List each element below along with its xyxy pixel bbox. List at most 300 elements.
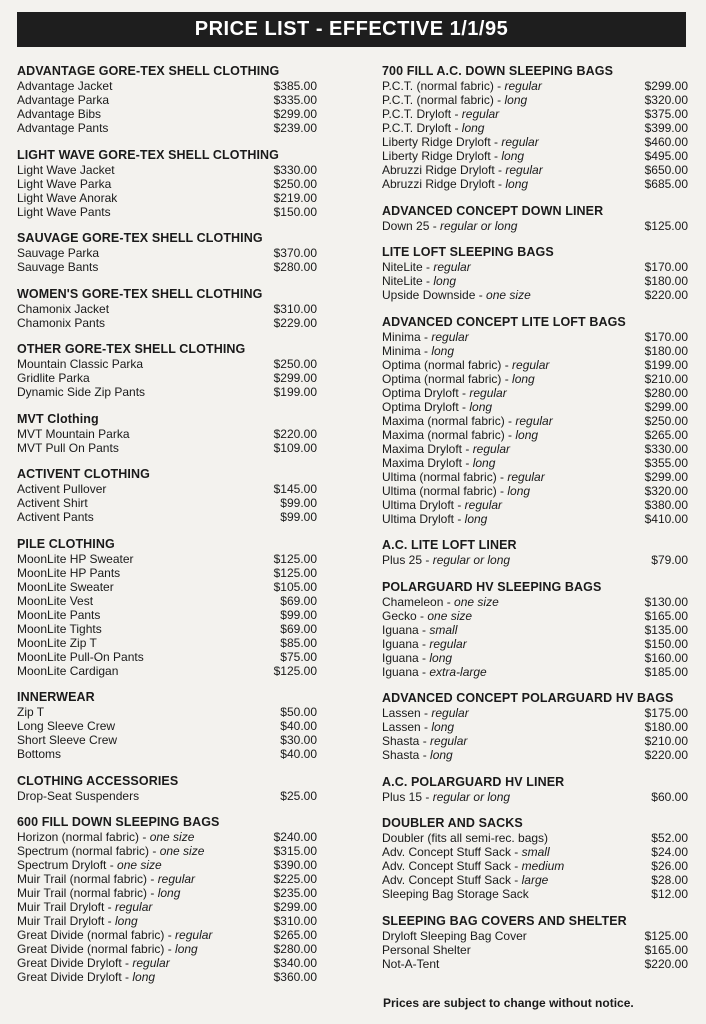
price-row <box>17 830 317 844</box>
item-name <box>17 357 143 371</box>
item-price: $210.00 <box>644 734 688 748</box>
price-row <box>17 650 317 664</box>
item-size-variant: long <box>429 650 453 665</box>
item-size-variant: regular <box>115 900 153 914</box>
section-other-gore-tex-shell-clothing <box>17 342 317 399</box>
price-row <box>382 637 688 651</box>
item-label: Ultima (normal fabric) - <box>382 483 508 498</box>
item-name <box>382 107 499 121</box>
item-name <box>17 552 134 566</box>
section-title: WOMEN'S GORE-TEX SHELL CLOTHING <box>17 286 263 301</box>
price-row <box>382 553 688 567</box>
item-label: Zip T <box>17 705 45 719</box>
item-label: Light Wave Parka <box>17 176 112 191</box>
item-price: $685.00 <box>644 177 688 191</box>
item-name <box>17 942 198 956</box>
price-row <box>17 886 317 900</box>
item-label: Abruzzi Ridge Dryloft - <box>382 163 506 177</box>
item-price: $299.00 <box>273 900 317 914</box>
item-name <box>17 830 194 844</box>
item-name <box>382 260 471 274</box>
item-label: Chamonix Jacket <box>17 301 110 316</box>
item-price: $399.00 <box>644 121 688 135</box>
price-row <box>382 623 688 637</box>
section-lite-loft-sleeping-bags <box>382 245 688 302</box>
item-name <box>382 929 527 943</box>
item-price: $220.00 <box>644 956 688 971</box>
section-title: ADVANTAGE GORE-TEX SHELL CLOTHING <box>17 64 280 78</box>
item-label: Light Wave Pants <box>17 204 111 219</box>
price-row <box>382 93 688 107</box>
item-name <box>382 135 539 149</box>
item-name <box>382 442 510 456</box>
item-name <box>17 608 100 622</box>
item-label: Liberty Ridge Dryloft - <box>382 135 502 149</box>
price-row <box>17 191 317 205</box>
price-row <box>382 734 688 748</box>
item-name <box>382 177 528 191</box>
item-price: $99.00 <box>280 607 317 622</box>
item-name <box>17 107 101 121</box>
price-row <box>17 942 317 956</box>
item-name <box>17 191 117 205</box>
item-label: NiteLite - <box>382 274 434 288</box>
item-label: Shasta - <box>382 748 431 762</box>
item-size-variant: long <box>469 399 493 414</box>
item-name <box>17 580 114 594</box>
section-advanced-concept-lite-loft-bags <box>382 315 688 526</box>
price-row <box>17 79 317 93</box>
item-name <box>382 887 529 901</box>
item-size-variant: long <box>157 886 181 900</box>
price-row <box>382 456 688 470</box>
section-title: ADVANCED CONCEPT LITE LOFT BAGS <box>382 314 626 329</box>
item-name <box>382 484 530 498</box>
item-price: $69.00 <box>280 593 317 608</box>
item-label: Advantage Pants <box>17 121 109 135</box>
item-price: $299.00 <box>644 79 688 93</box>
item-name <box>17 594 93 608</box>
price-row <box>382 609 688 623</box>
price-row <box>382 665 688 679</box>
item-name <box>382 163 543 177</box>
item-size-variant: extra-large <box>429 664 487 679</box>
price-row <box>17 441 317 455</box>
item-size-variant: regular <box>132 956 170 970</box>
item-price: $125.00 <box>273 565 317 580</box>
price-row <box>17 789 317 803</box>
item-price: $25.00 <box>280 788 317 803</box>
item-price: $109.00 <box>273 440 317 455</box>
item-size-variant: long <box>461 121 485 135</box>
item-name <box>382 414 553 428</box>
price-row <box>17 705 317 719</box>
item-label: Great Divide Dryloft - <box>17 956 133 970</box>
item-size-variant: one size <box>117 858 162 872</box>
item-name <box>382 831 548 845</box>
item-price: $40.00 <box>280 719 317 733</box>
price-row <box>17 636 317 650</box>
item-price: $199.00 <box>644 357 688 372</box>
item-price: $360.00 <box>273 970 317 984</box>
price-row <box>382 260 688 274</box>
item-price: $385.00 <box>273 79 317 93</box>
price-row <box>17 482 317 496</box>
item-name <box>382 957 439 971</box>
price-row <box>382 163 688 177</box>
item-name <box>382 873 548 887</box>
item-name <box>17 650 144 664</box>
price-row <box>17 246 317 260</box>
item-name <box>17 260 98 274</box>
item-label: Ultima Dryloft - <box>382 497 465 512</box>
price-row <box>17 427 317 441</box>
item-price: $170.00 <box>644 260 688 274</box>
price-row <box>17 93 317 107</box>
price-row <box>17 302 317 316</box>
price-row <box>17 872 317 886</box>
item-name <box>17 246 99 260</box>
section-title: A.C. LITE LOFT LINER <box>382 538 517 552</box>
item-label: Great Divide (normal fabric) - <box>17 928 176 942</box>
item-size-variant: long <box>431 720 455 734</box>
item-price: $250.00 <box>644 413 688 428</box>
item-label: Muir Trail (normal fabric) - <box>17 872 158 886</box>
price-row <box>17 205 317 219</box>
item-name <box>17 205 111 219</box>
price-row <box>17 566 317 580</box>
item-price: $280.00 <box>273 260 317 274</box>
item-size-variant: long <box>433 274 457 288</box>
item-name <box>17 496 88 510</box>
left-column <box>17 64 317 997</box>
section-mvt-clothing <box>17 412 317 455</box>
item-name <box>17 858 162 872</box>
item-price: $299.00 <box>644 469 688 484</box>
price-row <box>17 747 317 761</box>
item-size-variant: regular <box>507 469 545 484</box>
item-price: $219.00 <box>273 190 317 205</box>
item-label: Sleeping Bag Storage Sack <box>382 887 529 901</box>
item-name <box>17 93 109 107</box>
item-price: $75.00 <box>280 649 317 664</box>
item-price: $330.00 <box>273 162 317 177</box>
item-label: Long Sleeve Crew <box>17 719 116 733</box>
item-label: Down 25 - <box>382 218 441 233</box>
price-row <box>382 790 688 804</box>
item-price: $180.00 <box>644 274 688 288</box>
price-row <box>17 914 317 928</box>
item-size-variant: regular <box>157 872 196 886</box>
item-price: $355.00 <box>644 455 688 470</box>
price-row <box>382 219 688 233</box>
item-price: $12.00 <box>651 887 688 901</box>
price-row <box>17 928 317 942</box>
item-price: $105.00 <box>273 579 317 594</box>
item-name <box>382 665 487 679</box>
section-600-fill-down-sleeping-bags <box>17 815 317 984</box>
item-label: Sauvage Parka <box>17 246 100 260</box>
item-price: $199.00 <box>273 385 317 399</box>
item-price: $380.00 <box>644 497 688 512</box>
section-a-c-polarguard-hv-liner <box>382 775 688 804</box>
item-label: Activent Shirt <box>17 496 88 510</box>
price-row <box>382 107 688 121</box>
price-row <box>17 316 317 330</box>
item-size-variant: regular or long <box>432 789 511 804</box>
price-row <box>382 400 688 414</box>
item-price: $79.00 <box>651 553 688 567</box>
price-row <box>17 900 317 914</box>
item-size-variant: regular <box>433 260 471 274</box>
price-row <box>382 149 688 163</box>
item-size-variant: one size <box>486 288 531 302</box>
item-label: Great Divide Dryloft - <box>17 970 133 984</box>
right-column <box>382 64 688 983</box>
item-size-variant: long <box>431 343 455 358</box>
item-label: Chamonix Pants <box>17 315 106 330</box>
item-size-variant: regular <box>175 928 213 942</box>
section-title: POLARGUARD HV SLEEPING BAGS <box>382 579 602 594</box>
item-price: $150.00 <box>644 636 688 651</box>
item-name <box>382 428 538 442</box>
item-price: $495.00 <box>644 149 688 163</box>
section-title: A.C. POLARGUARD HV LINER <box>382 774 565 789</box>
section-title: ADVANCED CONCEPT DOWN LINER <box>382 203 604 218</box>
item-label: Not-A-Tent <box>382 956 440 971</box>
item-price: $99.00 <box>280 510 317 524</box>
item-label: Advantage Jacket <box>17 79 113 93</box>
item-price: $239.00 <box>273 121 317 135</box>
item-price: $250.00 <box>273 357 317 371</box>
item-size-variant: regular or long <box>440 218 518 233</box>
price-row <box>382 720 688 734</box>
item-price: $24.00 <box>651 845 688 859</box>
item-label: Maxima (normal fabric) - <box>382 413 516 428</box>
item-name <box>382 121 484 135</box>
item-size-variant: regular <box>504 79 542 93</box>
section-title: SLEEPING BAG COVERS AND SHELTER <box>382 913 627 928</box>
item-label: Ultima Dryloft - <box>382 511 465 526</box>
price-row <box>382 470 688 484</box>
price-row <box>17 733 317 747</box>
item-name <box>17 427 130 441</box>
item-name <box>17 121 108 135</box>
price-row <box>382 79 688 93</box>
item-name <box>17 441 119 455</box>
item-name <box>17 719 115 733</box>
item-label: Muir Trail (normal fabric) - <box>17 886 158 900</box>
item-label: Dynamic Side Zip Pants <box>17 385 146 399</box>
price-row <box>382 386 688 400</box>
item-price: $235.00 <box>273 886 317 900</box>
item-name <box>382 498 502 512</box>
item-price: $125.00 <box>644 928 688 943</box>
item-size-variant: one size <box>149 830 195 844</box>
page-title: PRICE LIST - EFFECTIVE 1/1/95 <box>194 18 509 40</box>
item-price: $280.00 <box>644 385 688 400</box>
item-name <box>17 566 120 580</box>
item-name <box>382 512 487 526</box>
item-label: Iguana - <box>382 664 430 679</box>
price-row <box>382 498 688 512</box>
price-row <box>382 831 688 845</box>
section-advanced-concept-down-liner <box>382 204 688 233</box>
item-label: Advantage Parka <box>17 93 110 107</box>
section-title: 600 FILL DOWN SLEEPING BAGS <box>17 815 220 829</box>
item-price: $335.00 <box>273 93 317 107</box>
item-size-variant: one size <box>159 844 205 858</box>
item-name <box>382 386 507 400</box>
item-label: MoonLite Zip T <box>17 635 97 650</box>
item-price: $220.00 <box>273 426 317 441</box>
item-name <box>382 748 453 762</box>
item-price: $180.00 <box>644 343 688 358</box>
item-label: Iguana - <box>382 650 430 665</box>
section-title: PILE CLOTHING <box>17 536 115 551</box>
item-price: $50.00 <box>280 705 317 719</box>
price-row <box>382 177 688 191</box>
item-label: Muir Trail Dryloft - <box>17 914 116 928</box>
item-label: Optima (normal fabric) - <box>382 371 513 386</box>
price-row <box>382 651 688 665</box>
price-row <box>382 484 688 498</box>
item-name <box>382 790 510 804</box>
item-size-variant: medium <box>521 859 565 873</box>
item-name <box>17 956 170 970</box>
item-label: P.C.T. Dryloft - <box>382 107 462 121</box>
item-name <box>17 900 152 914</box>
item-size-variant: small <box>429 622 458 637</box>
price-row <box>382 121 688 135</box>
item-label: MoonLite HP Pants <box>17 565 121 580</box>
item-name <box>382 330 469 344</box>
item-name <box>17 371 90 385</box>
section-title: LIGHT WAVE GORE-TEX SHELL CLOTHING <box>17 147 279 162</box>
section-light-wave-gore-tex-shell-clothing <box>17 148 317 219</box>
item-label: Maxima (normal fabric) - <box>382 427 516 442</box>
section-title: LITE LOFT SLEEPING BAGS <box>382 245 554 259</box>
item-size-variant: regular <box>512 357 550 372</box>
item-size-variant: regular <box>430 734 468 748</box>
item-price: $310.00 <box>273 914 317 928</box>
item-label: MoonLite Pull-On Pants <box>17 649 144 664</box>
item-name <box>382 609 472 623</box>
item-price: $375.00 <box>644 107 688 121</box>
item-name <box>17 970 155 984</box>
price-row <box>17 385 317 399</box>
item-label: Adv. Concept Stuff Sack - <box>382 859 522 873</box>
page-title-banner <box>17 12 686 47</box>
item-name <box>17 928 212 942</box>
price-row <box>382 372 688 386</box>
item-name <box>17 316 105 330</box>
section-700-fill-a-c-down-sleeping-bags <box>382 64 688 191</box>
price-row <box>382 330 688 344</box>
price-row <box>382 859 688 873</box>
item-price: $130.00 <box>644 594 688 609</box>
item-name <box>382 470 545 484</box>
price-row <box>382 512 688 526</box>
item-price: $229.00 <box>273 315 317 330</box>
item-label: Plus 15 - <box>382 789 433 804</box>
price-row <box>382 428 688 442</box>
price-row <box>17 107 317 121</box>
item-label: Optima Dryloft - <box>382 399 470 414</box>
item-size-variant: long <box>430 748 453 762</box>
item-name <box>382 943 471 957</box>
item-label: Short Sleeve Crew <box>17 733 118 747</box>
item-label: NiteLite - <box>382 260 434 274</box>
item-price: $145.00 <box>273 482 317 496</box>
item-label: Shasta - <box>382 734 431 748</box>
price-row <box>17 177 317 191</box>
item-name <box>382 553 510 567</box>
item-label: Muir Trail Dryloft - <box>17 900 116 914</box>
price-row <box>382 442 688 456</box>
price-row <box>17 664 317 678</box>
price-row <box>17 608 317 622</box>
item-label: Optima Dryloft - <box>382 385 470 400</box>
item-name <box>17 163 115 177</box>
item-name <box>17 636 97 650</box>
item-size-variant: long <box>115 914 138 928</box>
item-name <box>382 358 549 372</box>
item-name <box>17 664 118 678</box>
item-label: Ultima (normal fabric) - <box>382 469 508 484</box>
item-name <box>382 288 531 302</box>
price-row <box>17 121 317 135</box>
item-size-variant: long <box>507 483 531 498</box>
price-row <box>17 594 317 608</box>
item-label: Drop-Seat Suspenders <box>17 788 140 803</box>
item-name <box>17 510 94 524</box>
price-row <box>17 844 317 858</box>
item-price: $52.00 <box>651 831 688 845</box>
item-price: $330.00 <box>644 441 688 456</box>
item-size-variant: regular <box>461 107 500 121</box>
item-size-variant: regular <box>429 636 467 651</box>
item-name <box>17 622 102 636</box>
item-price: $85.00 <box>280 635 317 650</box>
item-price: $125.00 <box>644 218 688 233</box>
item-size-variant: regular <box>464 497 503 512</box>
price-row <box>17 371 317 385</box>
item-size-variant: regular or long <box>432 553 511 567</box>
item-label: Lassen - <box>382 720 432 734</box>
item-name <box>382 623 457 637</box>
item-price: $185.00 <box>644 664 688 679</box>
item-price: $225.00 <box>273 872 317 886</box>
item-price: $280.00 <box>273 942 317 956</box>
item-name <box>17 177 111 191</box>
item-label: Mountain Classic Parka <box>17 357 144 371</box>
item-label: Dryloft Sleeping Bag Cover <box>382 928 527 943</box>
section-title: DOUBLER AND SACKS <box>382 816 523 830</box>
price-row <box>17 357 317 371</box>
section-advanced-concept-polarguard-hv-bags <box>382 691 688 762</box>
item-label: P.C.T. (normal fabric) - <box>382 93 505 107</box>
item-price: $340.00 <box>273 956 317 970</box>
item-name <box>17 844 204 858</box>
section-doubler-and-sacks <box>382 816 688 901</box>
item-size-variant: one size <box>427 608 473 623</box>
item-name <box>382 720 454 734</box>
item-label: Personal Shelter <box>382 942 471 957</box>
price-row <box>382 873 688 887</box>
item-label: Adv. Concept Stuff Sack - <box>382 873 522 887</box>
item-price: $125.00 <box>273 551 317 566</box>
